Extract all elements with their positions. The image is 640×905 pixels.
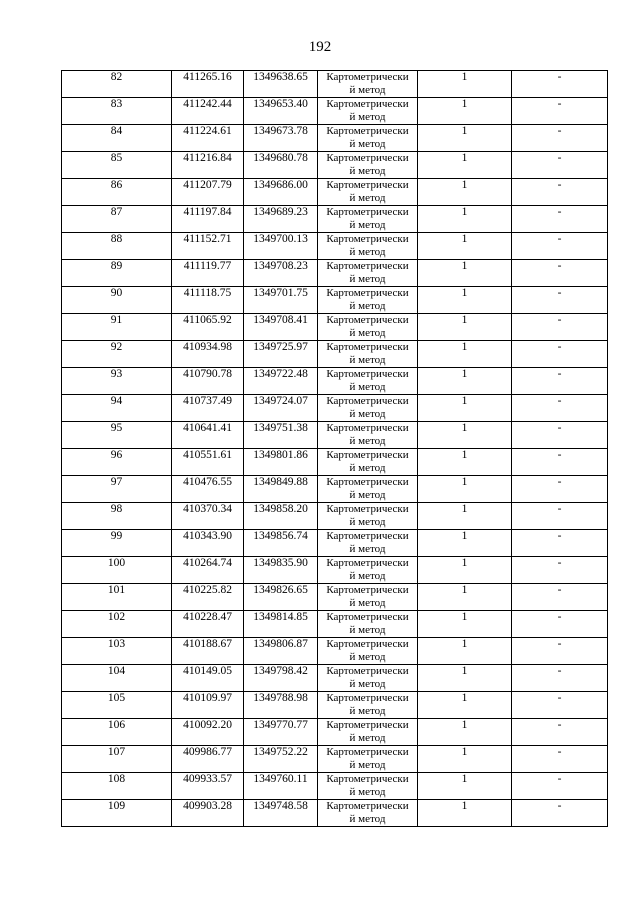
method-line: й метод [349, 597, 386, 609]
method-line: й метод [349, 246, 386, 258]
y-coordinate-cell: 1349653.40 [244, 98, 318, 125]
method-line: Картометрически [326, 773, 409, 785]
y-coordinate-cell: 1349788.98 [244, 692, 318, 719]
table-row [62, 665, 608, 692]
precision-cell: 1 [418, 98, 512, 125]
y-coordinate-cell: 1349835.90 [244, 557, 318, 584]
y-coordinate-cell: 1349751.38 [244, 422, 318, 449]
table-row [62, 260, 608, 287]
table-row [62, 800, 608, 827]
x-coordinate-cell: 409903.28 [172, 800, 244, 827]
y-coordinate-cell: 1349770.77 [244, 719, 318, 746]
point-number-cell: 99 [62, 530, 172, 557]
note-cell: - [512, 341, 608, 368]
table-row [62, 314, 608, 341]
point-number-cell: 96 [62, 449, 172, 476]
precision-cell: 1 [418, 233, 512, 260]
point-number-cell: 90 [62, 287, 172, 314]
precision-cell: 1 [418, 719, 512, 746]
method-line: Картометрически [326, 638, 409, 650]
method-line: Картометрически [326, 449, 409, 461]
method-cell [318, 800, 418, 827]
method-line: Картометрически [326, 287, 409, 299]
table-row [62, 341, 608, 368]
y-coordinate-cell: 1349814.85 [244, 611, 318, 638]
method-line: й метод [349, 678, 386, 690]
method-line: й метод [349, 813, 386, 825]
note-cell: - [512, 422, 608, 449]
method-line: Картометрически [326, 260, 409, 272]
method-line: Картометрически [326, 530, 409, 542]
point-number-cell: 82 [62, 71, 172, 98]
y-coordinate-cell: 1349686.00 [244, 179, 318, 206]
note-cell: - [512, 719, 608, 746]
point-number-cell: 94 [62, 395, 172, 422]
coordinates-table [61, 70, 608, 827]
point-number-cell: 88 [62, 233, 172, 260]
precision-cell: 1 [418, 341, 512, 368]
table-row [62, 152, 608, 179]
note-cell: - [512, 638, 608, 665]
note-cell: - [512, 503, 608, 530]
method-line: Картометрически [326, 692, 409, 704]
point-number-cell: 86 [62, 179, 172, 206]
point-number-cell: 95 [62, 422, 172, 449]
note-cell: - [512, 71, 608, 98]
method-cell [318, 773, 418, 800]
precision-cell: 1 [418, 71, 512, 98]
note-cell: - [512, 449, 608, 476]
x-coordinate-cell: 410737.49 [172, 395, 244, 422]
point-number-cell: 83 [62, 98, 172, 125]
x-coordinate-cell: 410370.34 [172, 503, 244, 530]
x-coordinate-cell: 409986.77 [172, 746, 244, 773]
method-line: й метод [349, 381, 386, 393]
method-line: й метод [349, 705, 386, 717]
method-line: й метод [349, 516, 386, 528]
x-coordinate-cell: 411216.84 [172, 152, 244, 179]
note-cell: - [512, 746, 608, 773]
method-line: Картометрически [326, 719, 409, 731]
x-coordinate-cell: 410476.55 [172, 476, 244, 503]
table-row [62, 179, 608, 206]
method-cell [318, 125, 418, 152]
note-cell: - [512, 206, 608, 233]
x-coordinate-cell: 411265.16 [172, 71, 244, 98]
method-line: й метод [349, 84, 386, 96]
y-coordinate-cell: 1349638.65 [244, 71, 318, 98]
precision-cell: 1 [418, 260, 512, 287]
table-row [62, 395, 608, 422]
table-row [62, 692, 608, 719]
method-line: Картометрически [326, 395, 409, 407]
precision-cell: 1 [418, 287, 512, 314]
method-line: Картометрически [326, 503, 409, 515]
method-line: й метод [349, 138, 386, 150]
precision-cell: 1 [418, 665, 512, 692]
method-line: й метод [349, 219, 386, 231]
precision-cell: 1 [418, 314, 512, 341]
point-number-cell: 100 [62, 557, 172, 584]
method-cell [318, 314, 418, 341]
method-cell [318, 503, 418, 530]
method-line: й метод [349, 759, 386, 771]
note-cell: - [512, 611, 608, 638]
x-coordinate-cell: 411224.61 [172, 125, 244, 152]
point-number-cell: 102 [62, 611, 172, 638]
note-cell: - [512, 530, 608, 557]
table-row [62, 611, 608, 638]
note-cell: - [512, 98, 608, 125]
precision-cell: 1 [418, 206, 512, 233]
table-row [62, 287, 608, 314]
note-cell: - [512, 287, 608, 314]
precision-cell: 1 [418, 449, 512, 476]
point-number-cell: 107 [62, 746, 172, 773]
y-coordinate-cell: 1349760.11 [244, 773, 318, 800]
note-cell: - [512, 476, 608, 503]
x-coordinate-cell: 410641.41 [172, 422, 244, 449]
precision-cell: 1 [418, 557, 512, 584]
y-coordinate-cell: 1349689.23 [244, 206, 318, 233]
precision-cell: 1 [418, 422, 512, 449]
table-row [62, 773, 608, 800]
point-number-cell: 93 [62, 368, 172, 395]
x-coordinate-cell: 411197.84 [172, 206, 244, 233]
y-coordinate-cell: 1349752.22 [244, 746, 318, 773]
point-number-cell: 101 [62, 584, 172, 611]
page-number: 192 [308, 39, 332, 55]
method-cell [318, 287, 418, 314]
precision-cell: 1 [418, 152, 512, 179]
method-line: й метод [349, 273, 386, 285]
point-number-cell: 109 [62, 800, 172, 827]
method-cell [318, 395, 418, 422]
method-cell [318, 422, 418, 449]
x-coordinate-cell: 411065.92 [172, 314, 244, 341]
method-line: й метод [349, 489, 386, 501]
y-coordinate-cell: 1349801.86 [244, 449, 318, 476]
y-coordinate-cell: 1349724.07 [244, 395, 318, 422]
precision-cell: 1 [418, 530, 512, 557]
method-line: Картометрически [326, 125, 409, 137]
x-coordinate-cell: 410225.82 [172, 584, 244, 611]
method-line: й метод [349, 462, 386, 474]
method-cell [318, 530, 418, 557]
precision-cell: 1 [418, 611, 512, 638]
precision-cell: 1 [418, 584, 512, 611]
note-cell: - [512, 368, 608, 395]
y-coordinate-cell: 1349798.42 [244, 665, 318, 692]
method-line: Картометрически [326, 584, 409, 596]
method-line: Картометрически [326, 179, 409, 191]
method-cell [318, 746, 418, 773]
point-number-cell: 104 [62, 665, 172, 692]
table-row [62, 530, 608, 557]
method-line: й метод [349, 111, 386, 123]
table-row [62, 125, 608, 152]
method-line: Картометрически [326, 341, 409, 353]
precision-cell: 1 [418, 125, 512, 152]
point-number-cell: 84 [62, 125, 172, 152]
precision-cell: 1 [418, 476, 512, 503]
method-cell [318, 179, 418, 206]
precision-cell: 1 [418, 773, 512, 800]
method-line: Картометрически [326, 422, 409, 434]
method-cell [318, 98, 418, 125]
x-coordinate-cell: 410188.67 [172, 638, 244, 665]
note-cell: - [512, 665, 608, 692]
y-coordinate-cell: 1349725.97 [244, 341, 318, 368]
note-cell: - [512, 233, 608, 260]
x-coordinate-cell: 411119.77 [172, 260, 244, 287]
method-line: Картометрически [326, 611, 409, 623]
method-cell [318, 665, 418, 692]
table-row [62, 476, 608, 503]
precision-cell: 1 [418, 692, 512, 719]
method-line: й метод [349, 354, 386, 366]
point-number-cell: 106 [62, 719, 172, 746]
table-row [62, 98, 608, 125]
y-coordinate-cell: 1349673.78 [244, 125, 318, 152]
table-row [62, 449, 608, 476]
point-number-cell: 105 [62, 692, 172, 719]
method-line: Картометрически [326, 206, 409, 218]
precision-cell: 1 [418, 800, 512, 827]
method-line: й метод [349, 786, 386, 798]
method-cell [318, 71, 418, 98]
x-coordinate-cell: 411242.44 [172, 98, 244, 125]
point-number-cell: 91 [62, 314, 172, 341]
method-line: Картометрически [326, 314, 409, 326]
table-row [62, 71, 608, 98]
x-coordinate-cell: 410109.97 [172, 692, 244, 719]
method-line: Картометрически [326, 71, 409, 83]
x-coordinate-cell: 410228.47 [172, 611, 244, 638]
point-number-cell: 103 [62, 638, 172, 665]
precision-cell: 1 [418, 503, 512, 530]
method-line: Картометрически [326, 557, 409, 569]
point-number-cell: 85 [62, 152, 172, 179]
note-cell: - [512, 800, 608, 827]
note-cell: - [512, 584, 608, 611]
method-cell [318, 584, 418, 611]
x-coordinate-cell: 411152.71 [172, 233, 244, 260]
note-cell: - [512, 557, 608, 584]
method-line: й метод [349, 408, 386, 420]
method-line: й метод [349, 300, 386, 312]
note-cell: - [512, 179, 608, 206]
x-coordinate-cell: 410264.74 [172, 557, 244, 584]
precision-cell: 1 [418, 179, 512, 206]
note-cell: - [512, 692, 608, 719]
y-coordinate-cell: 1349806.87 [244, 638, 318, 665]
x-coordinate-cell: 410092.20 [172, 719, 244, 746]
table-row [62, 584, 608, 611]
y-coordinate-cell: 1349708.23 [244, 260, 318, 287]
method-line: Картометрически [326, 800, 409, 812]
note-cell: - [512, 773, 608, 800]
y-coordinate-cell: 1349849.88 [244, 476, 318, 503]
table-row [62, 206, 608, 233]
method-line: й метод [349, 327, 386, 339]
method-line: Картометрически [326, 368, 409, 380]
table-row [62, 557, 608, 584]
x-coordinate-cell: 410343.90 [172, 530, 244, 557]
point-number-cell: 87 [62, 206, 172, 233]
method-line: Картометрически [326, 746, 409, 758]
note-cell: - [512, 395, 608, 422]
table-row [62, 719, 608, 746]
y-coordinate-cell: 1349748.58 [244, 800, 318, 827]
method-cell [318, 476, 418, 503]
method-cell [318, 233, 418, 260]
table-row [62, 422, 608, 449]
method-cell [318, 341, 418, 368]
method-cell [318, 206, 418, 233]
method-line: Картометрически [326, 152, 409, 164]
precision-cell: 1 [418, 638, 512, 665]
x-coordinate-cell: 411207.79 [172, 179, 244, 206]
point-number-cell: 97 [62, 476, 172, 503]
method-cell [318, 611, 418, 638]
method-cell [318, 260, 418, 287]
method-cell [318, 557, 418, 584]
method-cell [318, 638, 418, 665]
method-line: Картометрически [326, 476, 409, 488]
point-number-cell: 108 [62, 773, 172, 800]
method-line: й метод [349, 570, 386, 582]
method-line: й метод [349, 435, 386, 447]
table-row [62, 638, 608, 665]
method-line: Картометрически [326, 233, 409, 245]
precision-cell: 1 [418, 395, 512, 422]
method-line: й метод [349, 165, 386, 177]
note-cell: - [512, 314, 608, 341]
note-cell: - [512, 260, 608, 287]
method-line: й метод [349, 651, 386, 663]
method-line: Картометрически [326, 665, 409, 677]
y-coordinate-cell: 1349722.48 [244, 368, 318, 395]
y-coordinate-cell: 1349858.20 [244, 503, 318, 530]
table-row [62, 233, 608, 260]
table-row [62, 503, 608, 530]
precision-cell: 1 [418, 746, 512, 773]
method-cell [318, 449, 418, 476]
method-line: Картометрически [326, 98, 409, 110]
x-coordinate-cell: 409933.57 [172, 773, 244, 800]
method-cell [318, 719, 418, 746]
x-coordinate-cell: 410149.05 [172, 665, 244, 692]
y-coordinate-cell: 1349708.41 [244, 314, 318, 341]
x-coordinate-cell: 410934.98 [172, 341, 244, 368]
x-coordinate-cell: 410790.78 [172, 368, 244, 395]
point-number-cell: 98 [62, 503, 172, 530]
point-number-cell: 92 [62, 341, 172, 368]
method-line: й метод [349, 543, 386, 555]
method-line: й метод [349, 624, 386, 636]
x-coordinate-cell: 411118.75 [172, 287, 244, 314]
y-coordinate-cell: 1349826.65 [244, 584, 318, 611]
y-coordinate-cell: 1349700.13 [244, 233, 318, 260]
method-cell [318, 152, 418, 179]
note-cell: - [512, 125, 608, 152]
y-coordinate-cell: 1349680.78 [244, 152, 318, 179]
method-line: й метод [349, 192, 386, 204]
point-number-cell: 89 [62, 260, 172, 287]
method-cell [318, 692, 418, 719]
y-coordinate-cell: 1349701.75 [244, 287, 318, 314]
method-cell [318, 368, 418, 395]
note-cell: - [512, 152, 608, 179]
table-body [62, 71, 608, 827]
table-row [62, 368, 608, 395]
table-row [62, 746, 608, 773]
method-line: й метод [349, 732, 386, 744]
x-coordinate-cell: 410551.61 [172, 449, 244, 476]
precision-cell: 1 [418, 368, 512, 395]
y-coordinate-cell: 1349856.74 [244, 530, 318, 557]
